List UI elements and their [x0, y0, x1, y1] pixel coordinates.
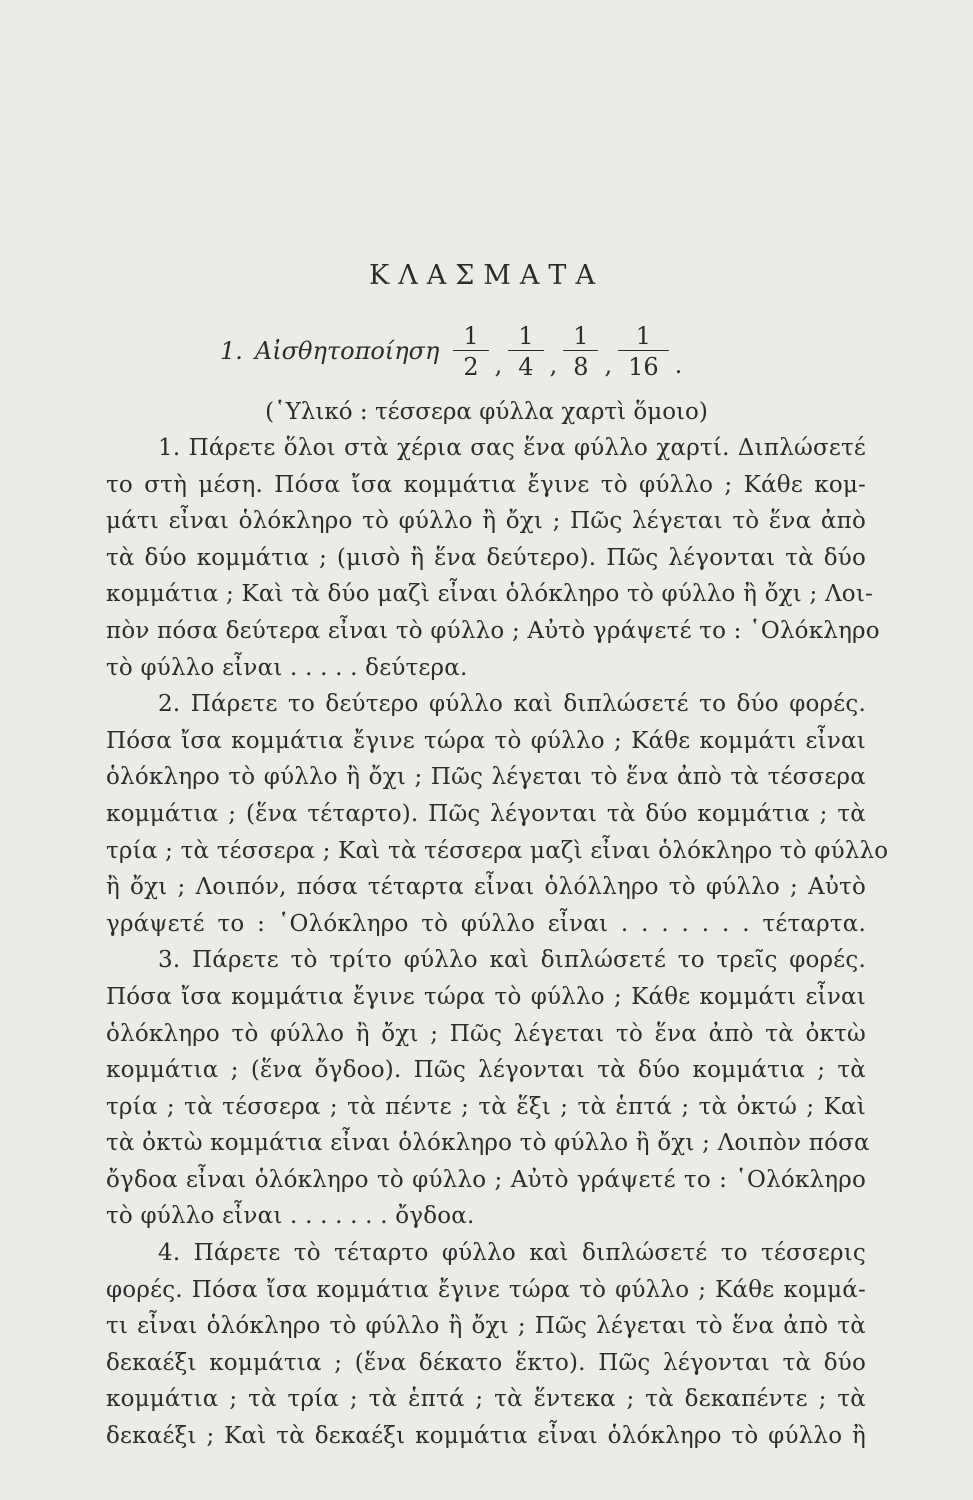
text-line: ἢ ὄχι ; Λοιπόν, πόσα τέταρτα εἶναι ὁλόλληρο τὸ φύλλο ; Αὐτὸ: [106, 874, 866, 901]
body-text: [106, 430, 889, 1455]
fraction-denominator: 8: [563, 350, 598, 381]
fraction: [563, 322, 598, 381]
materials-note: (῾Υλικό : τέσσερα φύλλα χαρτὶ ὅμοιο): [265, 399, 708, 425]
text-line: δεκαέξι κομμάτια ; (ἕνα δέκατο ἕκτο). Πῶς λέγονται τὰ δύο: [106, 1349, 866, 1376]
text-line: κομμάτια ; Καὶ τὰ δύο μαζὶ εἶναι ὁλόκληρο τὸ φύλλο ἢ ὄχι ; Λοι-: [106, 581, 874, 608]
text-line: τὰ δύο κομμάτια ; (μισὸ ἢ ἕνα δεύτερο). Πῶς λέγονται τὰ δύο: [106, 544, 866, 571]
text-line: ὁλόκληρο τὸ φύλλο ἢ ὄχι ; Πῶς λέγεται τὸ ἕνα ἀπὸ τὰ ὀκτὼ: [106, 1020, 866, 1047]
text-line: 4. Πάρετε τὸ τέταρτο φύλλο καὶ διπλώσετέ το τέσσερις: [158, 1240, 866, 1267]
fraction: [618, 322, 669, 381]
section-label: Αἰσθητοποίηση: [254, 337, 440, 365]
fraction-separator: ,: [549, 351, 558, 379]
text-line: τὸ φύλλο εἶναι . . . . . δεύτερα.: [106, 654, 468, 681]
text-line: πὸν πόσα δεύτερα εἶναι τὸ φύλλο ; Αὐτὸ γράψετέ το : ῾Ολόκληρο: [106, 617, 880, 644]
fraction-numerator: 1: [463, 321, 479, 350]
text-line: μάτι εἶναι ὁλόκληρο τὸ φύλλο ἢ ὄχι ; Πῶς λέγεται τὸ ἕνα ἀπὸ: [106, 508, 866, 535]
fraction-numerator: 1: [518, 321, 534, 350]
text-line: Πόσα ἴσα κομμάτια ἔγινε τώρα τὸ φύλλο ; Κάθε κομμάτι εἶναι: [106, 983, 866, 1010]
text-line: τι εἶναι ὁλόκληρο τὸ φύλλο ἢ ὄχι ; Πῶς λέγεται τὸ ἕνα ἀπὸ τὰ: [106, 1313, 866, 1340]
text-line: τρία ; τὰ τέσσερα ; τὰ πέντε ; τὰ ἕξι ; τὰ ἑπτά ; τὰ ὀκτώ ; Καὶ: [106, 1093, 866, 1120]
text-line: γράψετέ το : ῾Ολόκληρο τὸ φύλλο εἶναι . . . . . . . τέταρτα.: [106, 910, 866, 937]
section-heading: [220, 320, 682, 382]
fraction-separator: ,: [604, 351, 613, 379]
fraction-numerator: 1: [635, 321, 652, 350]
text-line: τὰ ὀκτὼ κομμάτια εἶναι ὁλόκληρο τὸ φύλλο ἢ ὄχι ; Λοιπὸν πόσα: [106, 1130, 870, 1157]
text-line: το στὴ μέση. Πόσα ἴσα κομμάτια ἔγινε τὸ φύλλο ; Κάθε κομ-: [106, 471, 866, 498]
text-line: κομμάτια ; (ἕνα τέταρτο). Πῶς λέγονται τὰ δύο κομμάτια ; τὰ: [106, 800, 866, 827]
fraction: [508, 322, 543, 381]
text-line: 3. Πάρετε τὸ τρίτο φύλλο καὶ διπλώσετέ το τρεῖς φορές.: [158, 947, 866, 974]
fraction-denominator: 2: [453, 350, 488, 381]
text-line: 1. Πάρετε ὅλοι στὰ χέρια σας ἕνα φύλλο χαρτί. Διπλώσετέ: [158, 435, 866, 461]
text-line: τὸ φύλλο εἶναι . . . . . . . ὄγδοα.: [106, 1203, 475, 1230]
text-line: κομμάτια ; τὰ τρία ; τὰ ἑπτά ; τὰ ἕντεκα ; τὰ δεκαπέντε ; τὰ: [106, 1386, 866, 1413]
text-line: δεκαέξι ; Καὶ τὰ δεκαέξι κομμάτια εἶναι ὁλόκληρο τὸ φύλλο ἢ: [106, 1423, 866, 1450]
fraction-numerator: 1: [573, 321, 589, 350]
fraction-denominator: 16: [618, 350, 669, 381]
text-line: κομμάτια ; (ἕνα ὄγδοο). Πῶς λέγονται τὰ δύο κομμάτια ; τὰ: [106, 1057, 866, 1084]
text-line: ὄγδοα εἶναι ὁλόκληρο τὸ φύλλο ; Αὐτὸ γράψετέ το : ῾Ολόκληρο: [106, 1166, 866, 1193]
page-title: ΚΛΑΣΜΑΤΑ: [369, 260, 604, 291]
text-line: ὁλόκληρο τὸ φύλλο ἢ ὄχι ; Πῶς λέγεται τὸ ἕνα ἀπὸ τὰ τέσσερα: [106, 764, 866, 791]
fraction-separator: .: [674, 351, 683, 379]
text-line: 2. Πάρετε το δεύτερο φύλλο καὶ διπλώσετέ το δύο φορές.: [158, 691, 866, 718]
text-line: Πόσα ἴσα κομμάτια ἔγινε τώρα τὸ φύλλο ; Κάθε κομμάτι εἶναι: [106, 727, 866, 754]
fraction: [453, 322, 488, 381]
text-line: τρία ; τὰ τέσσερα ; Καὶ τὰ τέσσερα μαζὶ εἶναι ὁλόκληρο τὸ φύλλο: [106, 837, 889, 864]
fraction-denominator: 4: [508, 350, 543, 381]
fraction-separator: ,: [494, 351, 503, 379]
section-number: 1.: [220, 337, 243, 365]
text-line: φορές. Πόσα ἴσα κομμάτια ἔγινε τώρα τὸ φύλλο ; Κάθε κομμά-: [106, 1276, 866, 1303]
